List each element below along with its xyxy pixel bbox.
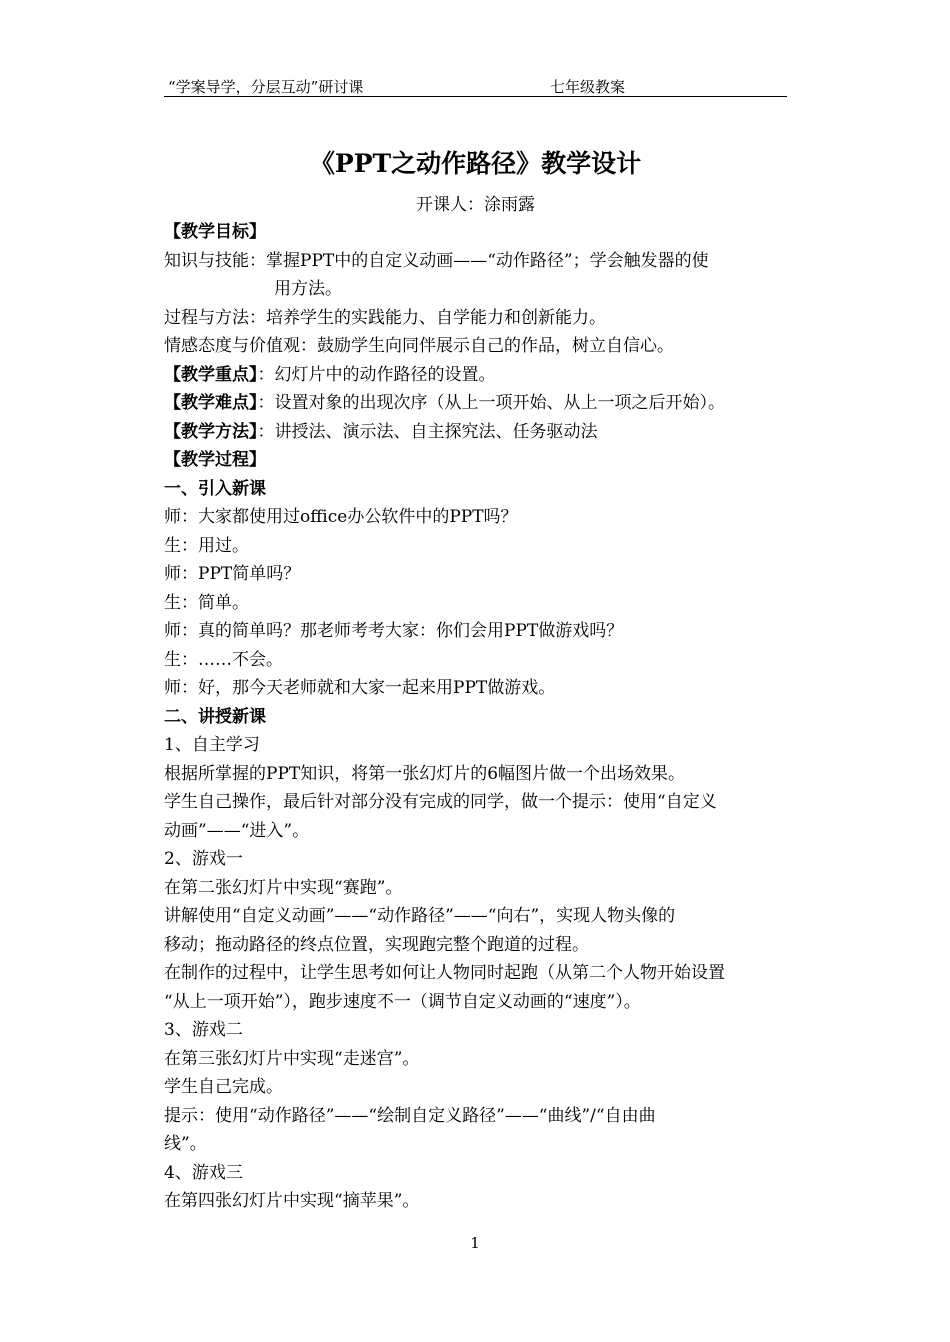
body-line: 动画”——“进入”。 xyxy=(164,820,310,841)
page-header xyxy=(164,74,787,97)
document-body xyxy=(164,218,787,1216)
section-intro-heading: 一、引入新课 xyxy=(164,478,266,499)
section-teaching-heading: 二、讲授新课 xyxy=(164,706,266,727)
difficulty-label: 【教学难点】 xyxy=(164,393,258,413)
methods-text: ：讲授法、演示法、自主探究法、任务驱动法 xyxy=(257,421,598,442)
header-grade-label: 七年级教案 xyxy=(550,78,626,96)
key-point-label: 【教学重点】 xyxy=(164,364,258,385)
body-line: 根据所掌握的PPT知识，将第一张幻灯片的6幅图片做一个出场效果。 xyxy=(164,763,686,784)
body-line: 移动；拖动路径的终点位置，实现跑完整个跑道的过程。 xyxy=(164,934,589,955)
body-line: 在第二张幻灯片中实现“赛跑”。 xyxy=(164,877,403,898)
dialogue-line: 生：用过。 xyxy=(164,535,249,556)
dialogue-line: 师：大家都使用过office办公软件中的PPT吗？ xyxy=(164,507,518,527)
body-line: 学生自己操作，最后针对部分没有完成的同学，做一个提示：使用“自定义 xyxy=(164,792,717,812)
author-line: 开课人：涂雨露 xyxy=(416,195,535,215)
methods xyxy=(164,418,787,447)
objective-process: 过程与方法：培养学生的实践能力、自学能力和创新能力。 xyxy=(164,307,606,328)
objective-knowledge: 知识与技能：掌握PPT中的自定义动画——“动作路径”；学会触发器的使 xyxy=(164,250,709,271)
body-line: 在第三张幻灯片中实现“走迷宫”。 xyxy=(164,1048,420,1069)
key-point xyxy=(164,361,787,390)
methods-label: 【教学方法】 xyxy=(164,421,258,442)
objectives-heading: 【教学目标】 xyxy=(164,222,266,242)
document-title: 《PPT之动作路径》教学设计 xyxy=(309,149,642,178)
body-line: 在第四张幻灯片中实现“摘苹果”。 xyxy=(164,1191,420,1211)
dialogue-line: 师：PPT简单吗？ xyxy=(164,564,301,584)
body-line: 线”。 xyxy=(164,1134,207,1154)
dialogue-line: 生：简单。 xyxy=(164,592,249,613)
body-line: 在制作的过程中，让学生思考如何让人物同时起跑（从第二个人物开始设置 xyxy=(164,963,725,983)
objective-attitude: 情感态度与价值观：鼓励学生向同伴展示自己的作品，树立自信心。 xyxy=(164,336,674,356)
difficulty xyxy=(164,389,787,418)
body-line: “从上一项开始”），跑步速度不一（调节自定义动画的“速度”）。 xyxy=(164,991,641,1012)
dialogue-line: 生：……不会。 xyxy=(164,649,283,670)
difficulty-text: ：设置对象的出现次序（从上一项开始、从上一项之后开始）。 xyxy=(257,393,725,413)
dialogue-line: 师：真的简单吗？那老师考考大家：你们会用PPT做游戏吗？ xyxy=(164,621,624,641)
body-line: 3、游戏二 xyxy=(164,1020,243,1040)
body-line: 提示：使用“动作路径”——“绘制自定义路径”——“曲线”/“自由曲 xyxy=(164,1105,656,1126)
body-line: 讲解使用“自定义动画”——“动作路径”——“向右”，实现人物头像的 xyxy=(164,906,676,926)
body-line: 4、游戏三 xyxy=(164,1162,243,1183)
key-point-text: ：幻灯片中的动作路径的设置。 xyxy=(257,364,496,385)
process-heading: 【教学过程】 xyxy=(164,450,266,470)
body-line: 2、游戏一 xyxy=(164,849,243,869)
dialogue-line: 师：好，那今天老师就和大家一起来用PPT做游戏。 xyxy=(164,678,556,698)
body-line: 1、自主学习 xyxy=(164,735,260,755)
body-line: 学生自己完成。 xyxy=(164,1077,283,1097)
page-number: 1 xyxy=(470,1234,480,1252)
objective-knowledge-continued: 用方法。 xyxy=(274,279,342,299)
header-course-label: “学案导学，分层互动”研讨课 xyxy=(168,78,364,96)
